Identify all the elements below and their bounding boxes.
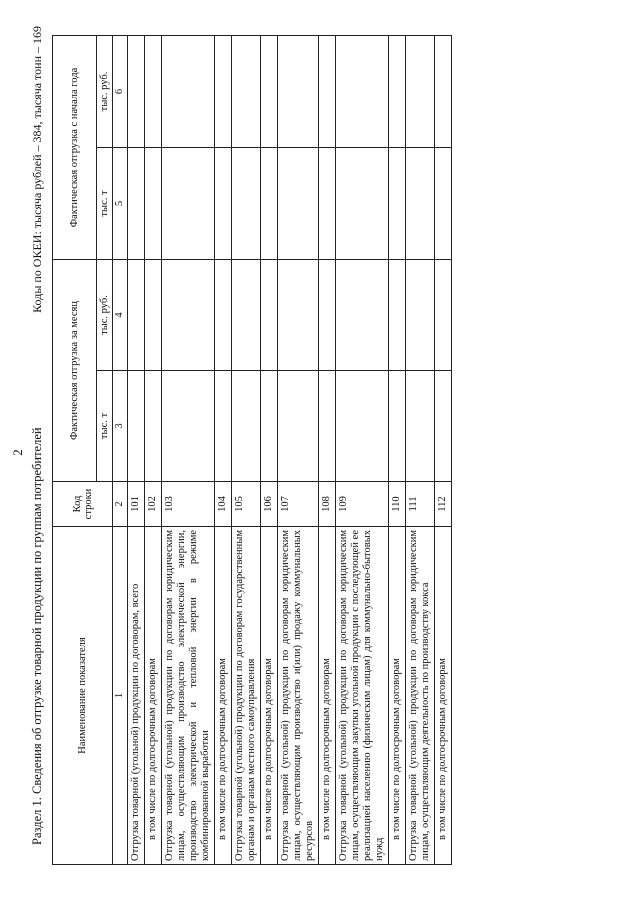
- table-row: [336, 36, 389, 865]
- column-number: 4: [113, 260, 128, 371]
- value-cell[interactable]: [278, 148, 319, 260]
- row-code: 110: [389, 482, 406, 527]
- value-cell[interactable]: [145, 371, 162, 482]
- row-label: в том числе по долгосрочным договорам: [389, 527, 406, 865]
- value-cell[interactable]: [261, 36, 278, 148]
- value-cell[interactable]: [128, 371, 145, 482]
- table-row: [435, 36, 452, 865]
- column-number-row: [113, 36, 128, 865]
- value-cell[interactable]: [278, 371, 319, 482]
- value-cell[interactable]: [389, 36, 406, 148]
- value-cell[interactable]: [145, 148, 162, 260]
- value-cell[interactable]: [278, 36, 319, 148]
- value-cell[interactable]: [128, 148, 145, 260]
- column-number: 5: [113, 148, 128, 260]
- value-cell[interactable]: [319, 148, 336, 260]
- value-cell[interactable]: [128, 36, 145, 148]
- value-cell[interactable]: [261, 260, 278, 371]
- value-cell[interactable]: [435, 371, 452, 482]
- header-code: Код строки: [53, 482, 113, 527]
- value-cell[interactable]: [336, 36, 389, 148]
- table-row: [215, 36, 232, 865]
- row-code: 107: [278, 482, 319, 527]
- table-row: [319, 36, 336, 865]
- value-cell[interactable]: [319, 36, 336, 148]
- value-cell[interactable]: [435, 36, 452, 148]
- row-label: в том числе по долгосрочным договорам: [319, 527, 336, 865]
- table-row: [232, 36, 261, 865]
- value-cell[interactable]: [336, 260, 389, 371]
- table-row: [389, 36, 406, 865]
- row-code: 109: [336, 482, 389, 527]
- column-number: 2: [113, 482, 128, 527]
- value-cell[interactable]: [128, 260, 145, 371]
- row-code: 104: [215, 482, 232, 527]
- table-row: [406, 36, 435, 865]
- value-cell[interactable]: [232, 36, 261, 148]
- value-cell[interactable]: [162, 260, 215, 371]
- header-ytd: Фактическая отгрузка с начала года: [53, 36, 97, 260]
- section-title: Раздел 1. Сведения об отгрузке товарной продукции по группам потребителей: [30, 427, 44, 845]
- value-cell[interactable]: [232, 260, 261, 371]
- row-code: 108: [319, 482, 336, 527]
- row-code: 103: [162, 482, 215, 527]
- value-cell[interactable]: [336, 371, 389, 482]
- row-label: в том числе по долгосрочным договорам: [261, 527, 278, 865]
- value-cell[interactable]: [278, 260, 319, 371]
- value-cell[interactable]: [162, 371, 215, 482]
- value-cell[interactable]: [261, 148, 278, 260]
- column-number: 6: [113, 36, 128, 148]
- row-code: 112: [435, 482, 452, 527]
- page-number: 2: [10, 449, 25, 456]
- value-cell[interactable]: [215, 148, 232, 260]
- value-cell[interactable]: [406, 371, 435, 482]
- value-cell[interactable]: [319, 260, 336, 371]
- row-code: 101: [128, 482, 145, 527]
- value-cell[interactable]: [162, 148, 215, 260]
- table-row: [261, 36, 278, 865]
- value-cell[interactable]: [435, 148, 452, 260]
- shipment-table: [52, 35, 452, 865]
- row-code: 106: [261, 482, 278, 527]
- row-label: Отгрузка товарной (угольной) продукции по договорам юридическим лицам, осуществляющим закупки угольной продукции с последующей ее реализацией населению (физическим лицам) для коммунально-бытовых нужд: [336, 527, 389, 865]
- value-cell[interactable]: [215, 371, 232, 482]
- value-cell[interactable]: [406, 260, 435, 371]
- value-cell[interactable]: [435, 260, 452, 371]
- column-number: 1: [113, 527, 128, 865]
- row-label: в том числе по долгосрочным договорам: [215, 527, 232, 865]
- row-code: 105: [232, 482, 261, 527]
- value-cell[interactable]: [389, 260, 406, 371]
- row-label: Отгрузка товарной (угольной) продукции по договорам государственным органам и органам местного самоуправления: [232, 527, 261, 865]
- row-label: в том числе по долгосрочным договорам: [435, 527, 452, 865]
- value-cell[interactable]: [406, 148, 435, 260]
- value-cell[interactable]: [406, 36, 435, 148]
- row-label: Отгрузка товарной (угольной) продукции по договорам юридическим лицам, осуществляющим деятельность по производству кокса: [406, 527, 435, 865]
- okei-codes: Коды по ОКЕИ: тысяча рублей – 384, тысяча тонн – 169: [30, 26, 44, 313]
- header-month-rub: тыс. руб.: [97, 260, 113, 371]
- value-cell[interactable]: [145, 260, 162, 371]
- column-number: 3: [113, 371, 128, 482]
- value-cell[interactable]: [145, 36, 162, 148]
- value-cell[interactable]: [336, 148, 389, 260]
- row-label: в том числе по долгосрочным договорам: [145, 527, 162, 865]
- row-label: Отгрузка товарной (угольной) продукции по договорам юридическим лицам, осуществляющим производство и(или) продажу коммунальных ресурсов: [278, 527, 319, 865]
- header-name: Наименование показателя: [53, 527, 113, 865]
- table-row: [278, 36, 319, 865]
- table-row: [162, 36, 215, 865]
- header-ytd-t: тыс. т: [97, 148, 113, 260]
- value-cell[interactable]: [389, 148, 406, 260]
- row-label: Отгрузка товарной (угольной) продукции по договорам, всего: [128, 527, 145, 865]
- value-cell[interactable]: [389, 371, 406, 482]
- value-cell[interactable]: [319, 371, 336, 482]
- value-cell[interactable]: [232, 371, 261, 482]
- value-cell[interactable]: [162, 36, 215, 148]
- row-code: 102: [145, 482, 162, 527]
- table-row: [128, 36, 145, 865]
- value-cell[interactable]: [215, 260, 232, 371]
- header-month-t: тыс. т: [97, 371, 113, 482]
- value-cell[interactable]: [261, 371, 278, 482]
- row-label: Отгрузка товарной (угольной) продукции по договорам юридическим лицам, осуществляющим производство электрической энергии, производство электрической и тепловой энергии в режиме комбинированной выработки: [162, 527, 215, 865]
- row-code: 111: [406, 482, 435, 527]
- value-cell[interactable]: [232, 148, 261, 260]
- value-cell[interactable]: [215, 36, 232, 148]
- header-ytd-rub: тыс. руб.: [97, 36, 113, 148]
- table-row: [145, 36, 162, 865]
- header-month: Фактическая отгрузка за месяц: [53, 260, 97, 482]
